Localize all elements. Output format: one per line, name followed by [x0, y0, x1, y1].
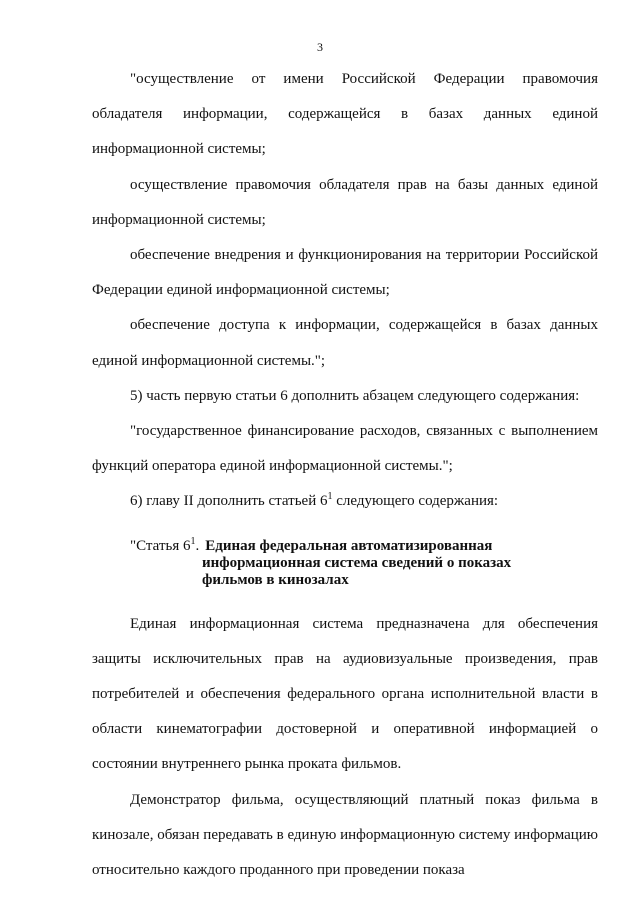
article-number-dot: .: [195, 537, 200, 554]
article-lead: [92, 535, 200, 555]
item6-text-after: следующего содержания:: [332, 493, 499, 510]
paragraph-2: осуществление правомочия обладателя прав на базы данных единой информационной системы;: [92, 176, 598, 228]
item6-superscript: 1: [327, 491, 333, 503]
article-title-line-1: Единая федеральная автоматизированная: [205, 537, 493, 554]
article-title-line-2: информационная система сведений о показах: [202, 554, 512, 571]
page-number: 3: [317, 40, 323, 54]
paragraph-4: обеспечение доступа к информации, содержащейся в базах данных единой информационной системы.";: [92, 317, 598, 369]
paragraph-6: "государственное финансирование расходов, связанных с выполнением функций оператора единой информационной системы.";: [92, 423, 598, 475]
paragraph-3: обеспечение внедрения и функционирования на территории Российской Федерации единой информационной системы;: [92, 247, 598, 299]
article-heading: [92, 520, 598, 607]
article-title-line-3: фильмов в кинозалах: [202, 571, 349, 588]
paragraph-exhibitor: Демонстратор фильма, осуществляющий платный показ фильма в кинозале, обязан передавать в единую информационную систему информацию относительно каждого проданного при проведении показа: [92, 791, 598, 879]
paragraph-item-5: 5) часть первую статьи 6 дополнить абзацем следующего содержания:: [130, 387, 580, 404]
paragraph-item-6: [92, 484, 598, 519]
paragraph-purpose: Единая информационная система предназначена для обеспечения защиты исключительных прав на аудиовизуальные произведения, прав потребителей и обеспечения федерального органа исполнительной власти в области кинематографии достоверной и оперативной информацией о состоянии внутреннего рынка проката фильмов.: [92, 615, 598, 773]
article-number: "Статья 6: [130, 537, 191, 554]
paragraph-1: "осуществление от имени Российской Федерации правомочия обладателя информации, содержащейся в базах данных единой информационной системы;: [92, 71, 598, 158]
item6-text-before: 6) главу II дополнить статьей 6: [130, 493, 328, 510]
document-body: [92, 62, 598, 888]
article-number-superscript: 1: [190, 535, 196, 547]
